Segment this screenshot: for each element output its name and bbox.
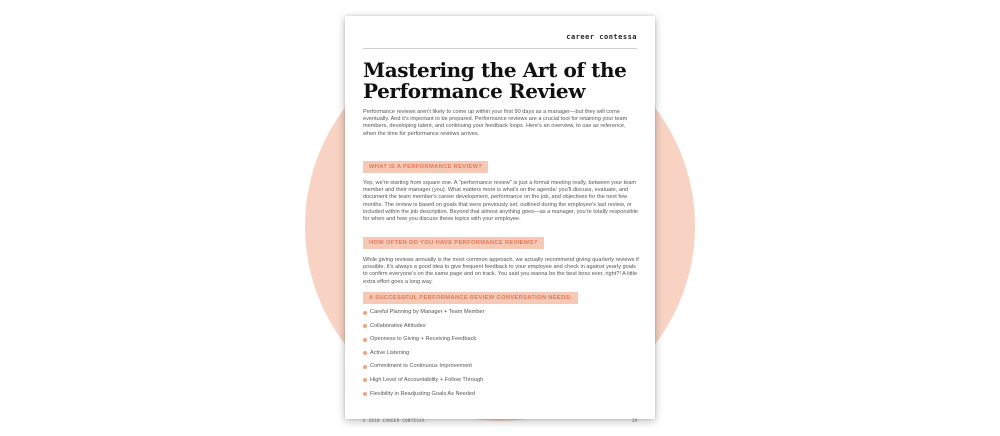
list-item-label: Commitment to Continuous Improvement <box>370 363 472 370</box>
bullet-icon <box>363 351 367 355</box>
bullet-icon <box>363 378 367 382</box>
list-item <box>363 391 484 405</box>
list-item-label: Active Listening <box>370 349 410 356</box>
list-item <box>363 336 484 350</box>
document-page <box>345 16 655 423</box>
list-item <box>363 377 484 391</box>
list-item-label: Collaborative Attitudes <box>370 322 426 329</box>
list-item <box>363 350 484 364</box>
section-heading-how-often: HOW OFTEN DO YOU HAVE PERFORMANCE REVIEWS? <box>363 237 544 249</box>
bullet-icon <box>363 311 367 315</box>
bullet-icon <box>363 338 367 342</box>
bullet-icon <box>363 365 367 369</box>
list-item-label: Careful Planning by Manager + Team Member <box>370 309 485 315</box>
section-text-how-often: While giving reviews annually is the most common approach, we actually recommend giving quarterly reviews if possible. It's always a good idea to give frequent feedback to your employee and check in against yearly goals to confirm everyone's on the same page and on track. You said you wanna be the best boss ever, right?! A little extra effort goes a long way. <box>363 257 639 285</box>
needs-list <box>363 309 484 404</box>
list-item-label: Openness to Giving + Receiving Feedback <box>370 336 477 343</box>
section-heading-what-is: WHAT IS A PERFORMANCE REVIEW? <box>363 161 488 173</box>
section-text-what-is: Yep, we're starting from square one. A "performance review" is just a formal meeting really, between your team member and their manager (you). What matters more is what's on the agenda: you'll discuss, evaluate, and document the team member's career development, performance on the job, and objectives for the next few months. The review is based on goals that were previously set, outlined during the employee's last review, or included within the job description. Beyond that almost anything goes—as a manager, you're totally responsible for when and how you discuss these topics with your employee. <box>363 180 639 223</box>
intro-paragraph: Performance reviews aren't likely to come up within your first 90 days as a manager—but they will come eventually. And it's important to be prepared. Performance reviews are a crucial tool for retaining your team members, developing talent, and continuing your feedback loops. Here's an overview, to use as reference, when the time for performance reviews arrives. <box>363 109 628 137</box>
header-divider <box>363 48 637 49</box>
list-item <box>363 323 484 337</box>
list-item <box>363 309 484 323</box>
page-title <box>363 60 639 102</box>
brand-logo: career contessa <box>566 33 637 41</box>
page-number: 29 <box>632 418 637 423</box>
title-line-2: Performance Review <box>363 79 586 103</box>
section-heading-needs: A SUCCESSFUL PERFORMANCE REVIEW CONVERSATION NEEDS: <box>363 292 578 304</box>
footer-copyright: © 2018 CAREER CONTESSA <box>363 418 425 423</box>
bullet-icon <box>363 392 367 396</box>
list-item <box>363 363 484 377</box>
bullet-icon <box>363 324 367 328</box>
list-item-label: Flexibility in Readjusting Goals As Needed <box>370 390 476 397</box>
title-line-1: Mastering the Art of the <box>363 58 627 82</box>
list-item-label: High Level of Accountability + Follow Through <box>370 376 484 383</box>
